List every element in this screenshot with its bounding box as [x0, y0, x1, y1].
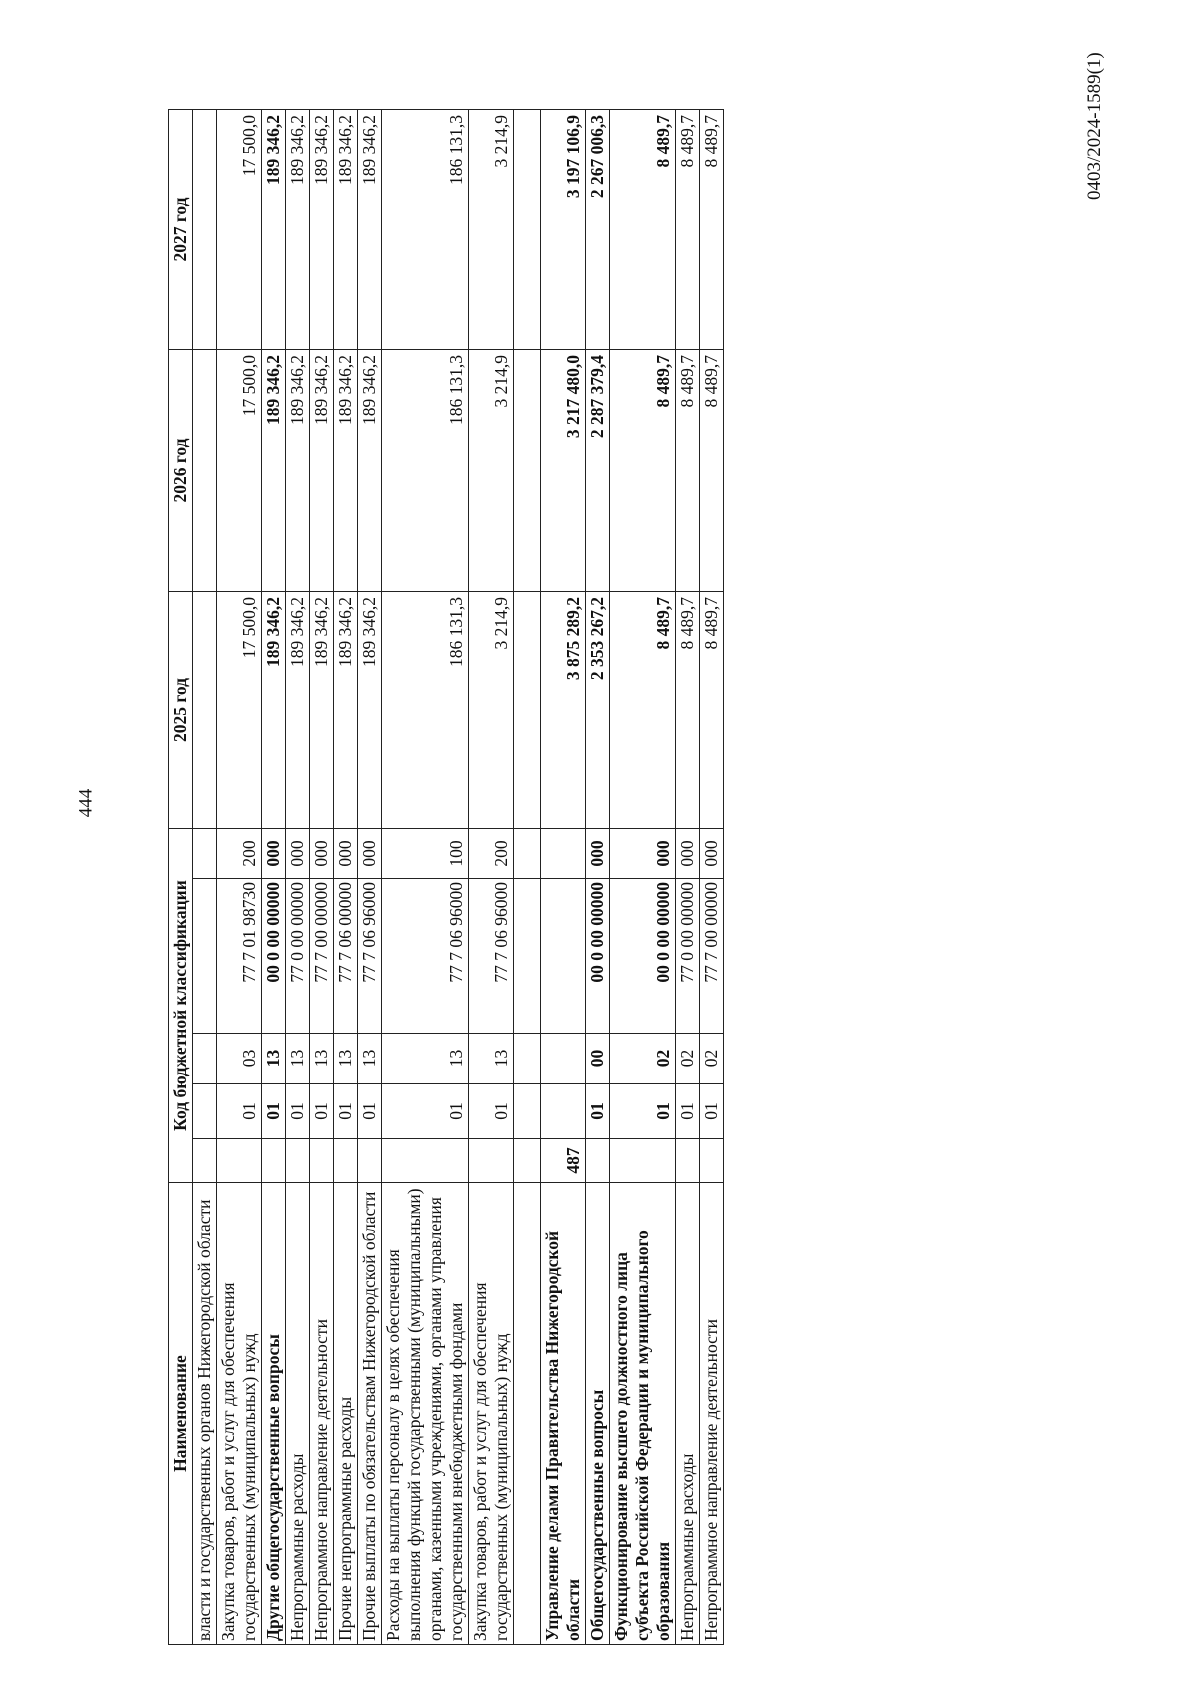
row-ministry-code [310, 1139, 334, 1183]
row-amount-2027: 8 489,7 [610, 109, 676, 349]
page-number: 444 [75, 788, 97, 818]
table-row [217, 109, 262, 1644]
row-section-code [541, 1084, 586, 1139]
row-target-item-code: 77 7 06 96000 [358, 879, 382, 1034]
row-name: Расходы на выплаты персоналу в целях обеспечения выполнения функций государственными (муниципальными) органами, казенными учреждениями, органами управления государственными внебюджетными фондами [382, 1183, 469, 1645]
row-amount-2026: 17 500,0 [217, 349, 262, 591]
row-subsection-code: 00 [586, 1034, 610, 1084]
header-2025: 2025 год [169, 591, 193, 828]
row-amount-2026: 8 489,7 [610, 349, 676, 591]
table-row [586, 109, 610, 1644]
row-section-code: 01 [469, 1084, 514, 1139]
row-target-item-code: 77 7 06 96000 [382, 879, 469, 1034]
row-ministry-code [586, 1139, 610, 1183]
row-amount-2026: 189 346,2 [286, 349, 310, 591]
row-amount-2027: 189 346,2 [286, 109, 310, 349]
row-ministry-code [469, 1139, 514, 1183]
table-row [541, 109, 586, 1644]
row-amount-2026: 3 217 480,0 [541, 349, 586, 591]
row-section-code: 01 [310, 1084, 334, 1139]
row-section-code: 01 [610, 1084, 676, 1139]
row-amount-2025: 8 489,7 [700, 591, 724, 828]
row-expense-type-code: 200 [469, 828, 514, 878]
row-subsection-code: 02 [676, 1034, 700, 1084]
row-subsection-code: 13 [262, 1034, 286, 1084]
row-amount-2025: 3 214,9 [469, 591, 514, 828]
row-amount-2025 [514, 591, 541, 828]
row-ministry-code [514, 1139, 541, 1183]
row-target-item-code: 00 0 00 00000 [610, 879, 676, 1034]
row-expense-type-code: 000 [262, 828, 286, 878]
row-name: Общегосударственные вопросы [586, 1183, 610, 1645]
row-expense-type-code [514, 828, 541, 878]
row-amount-2025: 189 346,2 [286, 591, 310, 828]
row-amount-2025 [193, 591, 217, 828]
row-expense-type-code: 000 [586, 828, 610, 878]
row-name: Непрограммные расходы [286, 1183, 310, 1645]
row-amount-2027: 3 197 106,9 [541, 109, 586, 349]
row-name: Прочие непрограммные расходы [334, 1183, 358, 1645]
row-name: Закупка товаров, работ и услуг для обеспечения государственных (муниципальных) нужд [217, 1183, 262, 1645]
table-row [286, 109, 310, 1644]
row-amount-2027 [514, 109, 541, 349]
row-expense-type-code [541, 828, 586, 878]
row-subsection-code: 02 [610, 1034, 676, 1084]
row-name: Прочие выплаты по обязательствам Нижегородской области [358, 1183, 382, 1645]
header-code-group: Код бюджетной классификации [169, 828, 193, 1182]
table-row [310, 109, 334, 1644]
row-target-item-code: 00 0 00 00000 [262, 879, 286, 1034]
row-subsection-code: 13 [334, 1034, 358, 1084]
row-amount-2027: 189 346,2 [262, 109, 286, 349]
row-amount-2026: 8 489,7 [676, 349, 700, 591]
row-subsection-code [541, 1034, 586, 1084]
row-subsection-code [514, 1034, 541, 1084]
row-amount-2026: 2 287 379,4 [586, 349, 610, 591]
row-section-code: 01 [262, 1084, 286, 1139]
row-amount-2025: 3 875 289,2 [541, 591, 586, 828]
table-row [358, 109, 382, 1644]
row-name: Непрограммное направление деятельности [310, 1183, 334, 1645]
row-subsection-code: 13 [286, 1034, 310, 1084]
row-name: Другие общегосударственные вопросы [262, 1183, 286, 1645]
row-target-item-code: 77 7 01 98730 [217, 879, 262, 1034]
row-section-code [193, 1084, 217, 1139]
header-2026: 2026 год [169, 349, 193, 591]
row-expense-type-code [193, 828, 217, 878]
row-name: Закупка товаров, работ и услуг для обеспечения государственных (муниципальных) нужд [469, 1183, 514, 1645]
row-amount-2027: 186 131,3 [382, 109, 469, 349]
header-name: Наименование [169, 1183, 193, 1645]
row-section-code [514, 1084, 541, 1139]
table-row [700, 109, 724, 1644]
row-subsection-code [193, 1034, 217, 1084]
row-amount-2026: 189 346,2 [310, 349, 334, 591]
row-section-code: 01 [676, 1084, 700, 1139]
row-ministry-code [217, 1139, 262, 1183]
row-amount-2025: 189 346,2 [310, 591, 334, 828]
table-row [382, 109, 469, 1644]
row-subsection-code: 02 [700, 1034, 724, 1084]
row-amount-2025: 8 489,7 [610, 591, 676, 828]
row-expense-type-code: 000 [610, 828, 676, 878]
row-target-item-code: 77 0 00 00000 [676, 879, 700, 1034]
table-row [334, 109, 358, 1644]
row-amount-2025: 189 346,2 [334, 591, 358, 828]
table-body [193, 109, 724, 1644]
row-amount-2026 [193, 349, 217, 591]
row-target-item-code: 77 7 06 00000 [334, 879, 358, 1034]
row-amount-2026: 8 489,7 [700, 349, 724, 591]
row-subsection-code: 13 [382, 1034, 469, 1084]
row-name: Функционирование высшего должностного лица субъекта Российской Федерации и муниципального образования [610, 1183, 676, 1645]
row-expense-type-code: 100 [382, 828, 469, 878]
row-name: Непрограммные расходы [676, 1183, 700, 1645]
table-row [193, 109, 217, 1644]
row-section-code: 01 [217, 1084, 262, 1139]
row-amount-2026: 189 346,2 [358, 349, 382, 591]
row-subsection-code: 13 [469, 1034, 514, 1084]
row-target-item-code: 77 7 06 96000 [469, 879, 514, 1034]
row-amount-2027 [193, 109, 217, 349]
row-name: Управление делами Правительства Нижегородской области [541, 1183, 586, 1645]
row-section-code: 01 [358, 1084, 382, 1139]
row-ministry-code [610, 1139, 676, 1183]
row-ministry-code [262, 1139, 286, 1183]
row-section-code: 01 [382, 1084, 469, 1139]
row-expense-type-code: 000 [310, 828, 334, 878]
row-expense-type-code: 000 [334, 828, 358, 878]
row-amount-2025: 2 353 267,2 [586, 591, 610, 828]
row-amount-2025: 186 131,3 [382, 591, 469, 828]
row-section-code: 01 [700, 1084, 724, 1139]
budget-table [168, 109, 724, 1645]
row-section-code: 01 [286, 1084, 310, 1139]
row-amount-2027: 2 267 006,3 [586, 109, 610, 349]
table-row [610, 109, 676, 1644]
row-amount-2027: 189 346,2 [310, 109, 334, 349]
row-subsection-code: 13 [358, 1034, 382, 1084]
row-amount-2026: 189 346,2 [334, 349, 358, 591]
row-section-code: 01 [586, 1084, 610, 1139]
row-amount-2026: 189 346,2 [262, 349, 286, 591]
row-ministry-code [382, 1139, 469, 1183]
row-ministry-code [193, 1139, 217, 1183]
row-amount-2025: 8 489,7 [676, 591, 700, 828]
row-expense-type-code: 000 [676, 828, 700, 878]
row-amount-2027: 189 346,2 [358, 109, 382, 349]
row-amount-2025: 17 500,0 [217, 591, 262, 828]
row-amount-2027: 17 500,0 [217, 109, 262, 349]
row-target-item-code [514, 879, 541, 1034]
row-target-item-code: 77 0 00 00000 [286, 879, 310, 1034]
row-amount-2027: 8 489,7 [676, 109, 700, 349]
row-amount-2025: 189 346,2 [358, 591, 382, 828]
row-name [514, 1183, 541, 1645]
row-target-item-code: 77 7 00 00000 [700, 879, 724, 1034]
row-subsection-code: 13 [310, 1034, 334, 1084]
row-target-item-code [541, 879, 586, 1034]
table-row [469, 109, 514, 1644]
row-expense-type-code: 000 [358, 828, 382, 878]
row-name: власти и государственных органов Нижегородской области [193, 1183, 217, 1645]
row-target-item-code: 00 0 00 00000 [586, 879, 610, 1034]
row-ministry-code: 487 [541, 1139, 586, 1183]
row-ministry-code [334, 1139, 358, 1183]
row-amount-2027: 189 346,2 [334, 109, 358, 349]
row-amount-2026: 3 214,9 [469, 349, 514, 591]
row-name: Непрограммное направление деятельности [700, 1183, 724, 1645]
row-ministry-code [358, 1139, 382, 1183]
header-2027: 2027 год [169, 109, 193, 349]
row-amount-2026 [514, 349, 541, 591]
row-expense-type-code: 200 [217, 828, 262, 878]
row-amount-2025: 189 346,2 [262, 591, 286, 828]
table-row [262, 109, 286, 1644]
row-expense-type-code: 000 [286, 828, 310, 878]
rotated-table-container [168, 110, 1188, 1645]
row-amount-2027: 8 489,7 [700, 109, 724, 349]
table-row [514, 109, 541, 1644]
row-amount-2027: 3 214,9 [469, 109, 514, 349]
row-target-item-code [193, 879, 217, 1034]
row-ministry-code [700, 1139, 724, 1183]
row-expense-type-code: 000 [700, 828, 724, 878]
row-target-item-code: 77 7 00 00000 [310, 879, 334, 1034]
row-ministry-code [286, 1139, 310, 1183]
row-ministry-code [676, 1139, 700, 1183]
row-amount-2026: 186 131,3 [382, 349, 469, 591]
row-section-code: 01 [334, 1084, 358, 1139]
table-row [676, 109, 700, 1644]
row-subsection-code: 03 [217, 1034, 262, 1084]
document-code: 0403/2024-1589(1) [1084, 52, 1105, 200]
